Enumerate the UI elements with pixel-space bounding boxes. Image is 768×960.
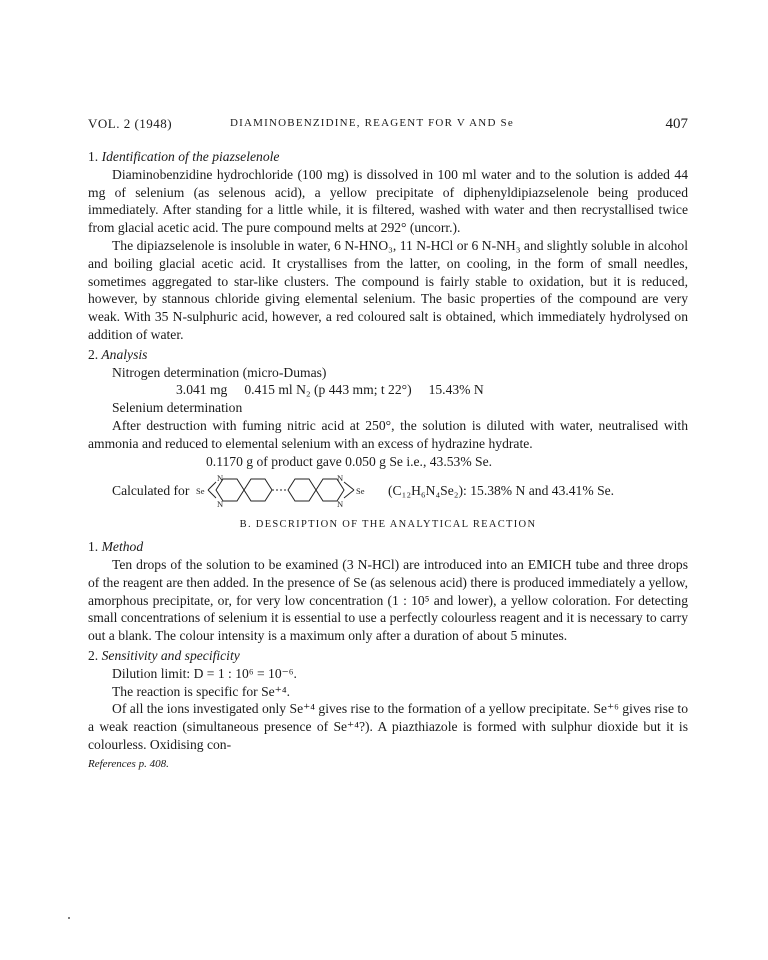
- running-header: [88, 116, 688, 134]
- product-line: 0.1170 g of product gave 0.050 g Se i.e., 43.53% Se.: [206, 453, 493, 469]
- paragraph: After destruction with fuming nitric acid at 250°, the solution is diluted with water, neutralised with ammonia and reduced to elemental selenium with an excess of hydrazine hydrate.: [88, 417, 688, 451]
- section-heading-sensitivity: 2. Sensitivity and specificity: [88, 647, 240, 663]
- calculated-formula-row: [88, 472, 688, 508]
- paragraph: Ten drops of the solution to be examined (3 N-HCl) are introduced into an EMICH tube and three drops of the reagent are then added. In the presence of Se (as selenous acid) there is produced immediately a yellow, amorphous precipitate, or, for very low concentration (1 : 10⁵ and lower), a yellow coloration. For detecting small concentrations of selenium it is essential to use a perfectly colourless reagent and it is necessary to carry out a blank. The colour intensity is a maximum only after a duration of about 5 minutes.: [88, 556, 688, 644]
- references-footer: References p. 408.: [88, 757, 169, 770]
- nitrogen-title: Nitrogen determination (micro-Dumas): [112, 364, 327, 380]
- scan-speck: [68, 917, 70, 919]
- formula-atom: Se: [356, 486, 365, 497]
- paragraph: The dipiazselenole is insoluble in water, 6 N-HNO₃, 11 N-HCl or 6 N-NH₃ and slightly soluble in alcohol and boiling glacial acetic acid. It crystallises from the latter, on cooling, in the form of small needles, sometimes aggregated to star-like clusters. The compound is fairly stable to oxidation, but it is reduced, however, by stannous chloride giving elemental selenium. The basic properties of the compound are very weak. With 35 N-sulphuric acid, however, a red coloured salt is obtained, which immediately hydrolysed on addition of water.: [88, 237, 688, 342]
- paragraph: Diaminobenzidine hydrochloride (100 mg) is dissolved in 100 ml water and to the solution is added 44 mg of selenium (as selenous acid), a yellow precipitate of diphenyldipiazselenole being produced immediately. After standing for a little while, it is filtered, washed with water and then recrystallised twice from glacial acetic acid. The pure compound melts at 292° (uncorr.).: [88, 166, 688, 236]
- page-number: 407: [665, 116, 688, 132]
- nitrogen-values: 3.041 mg 0.415 ml N₂ (p 443 mm; t 22°) 15.43% N: [176, 382, 484, 398]
- selenium-title: Selenium determination: [112, 400, 243, 416]
- part-b-title: B. DESCRIPTION OF THE ANALYTICAL REACTION: [239, 519, 537, 531]
- formula-atom: Se: [196, 486, 205, 497]
- running-title: DIAMINOBENZIDINE, REAGENT FOR V AND Se: [230, 117, 514, 129]
- calculated-label: Calculated for: [112, 483, 190, 499]
- body-text: [88, 146, 688, 774]
- section-heading-method: 1. Method: [88, 539, 144, 555]
- dilution-limit: Dilution limit: D = 1 : 10⁶ = 10⁻⁶.: [112, 665, 297, 681]
- diphenyldipiazselenole-structure: [196, 472, 386, 508]
- section-heading-identification: 1. Identification of the piazselenole: [88, 149, 280, 164]
- calculated-values: (C₁₂H₆N₄Se₂): 15.38% N and 43.41% Se.: [388, 483, 615, 499]
- formula-atom: N: [217, 499, 224, 509]
- paragraph: Of all the ions investigated only Se⁺⁴ gives rise to the formation of a yellow precipitate. Se⁺⁶ gives rise to a weak reaction (simultaneous presence of Se⁺⁴?). A piazthiazole is formed with sulphur dioxide but it is colourless. Oxidising con-: [88, 701, 688, 752]
- formula-atom: N: [337, 473, 344, 484]
- formula-atom: N: [217, 473, 224, 484]
- formula-atom: N: [337, 499, 344, 509]
- volume-label: VOL. 2 (1948): [88, 116, 173, 131]
- specificity-line: The reaction is specific for Se⁺⁴.: [112, 683, 290, 699]
- section-heading-analysis: 2. Analysis: [88, 346, 148, 362]
